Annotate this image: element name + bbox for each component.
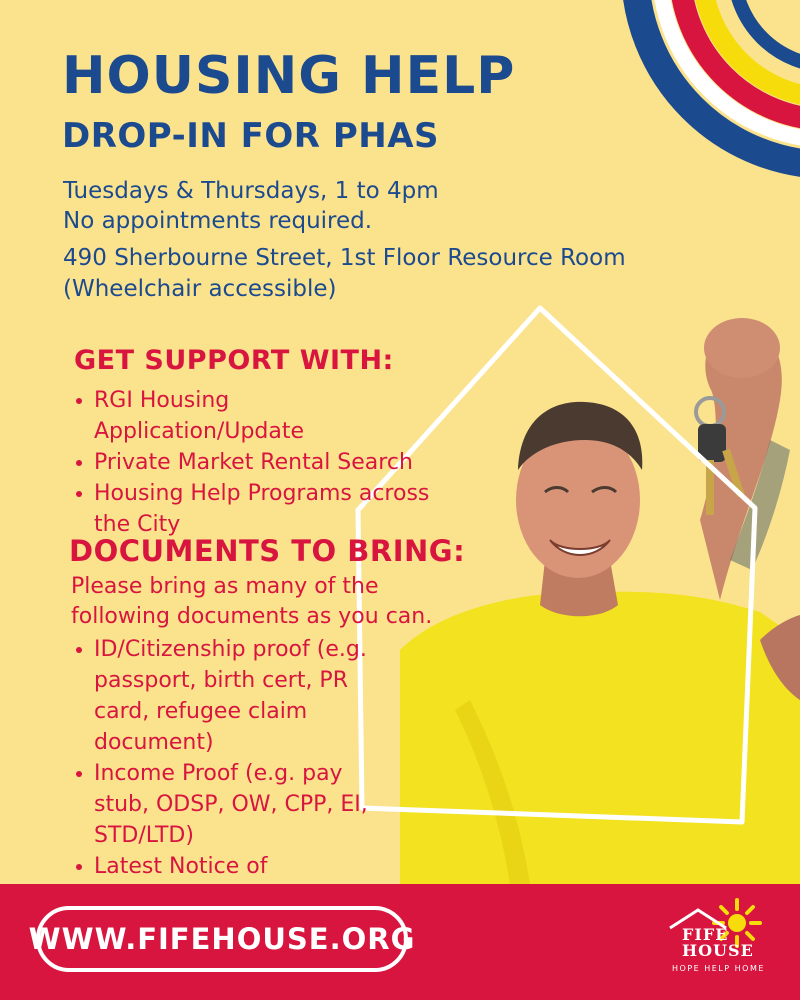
- logo-text-bottom: HOUSE: [682, 941, 754, 960]
- documents-intro-line-2: following documents as you can.: [71, 604, 433, 629]
- support-heading: GET SUPPORT WITH:: [74, 345, 394, 376]
- page-subtitle: DROP-IN FOR PHAS: [62, 116, 440, 156]
- website-link-button[interactable]: WWW.FIFEHOUSE.ORG: [36, 906, 408, 972]
- list-item: ID/Citizenship proof (e.g. passport, birth cert, PR card, refugee claim document): [72, 634, 402, 758]
- list-item: Latest Notice of: [72, 851, 402, 913]
- page-title: HOUSING HELP: [62, 46, 516, 106]
- house-outline-graphic: [340, 300, 800, 840]
- rainbow-arcs-graphic: [590, 0, 800, 200]
- logo-tagline: HOPE HELP HOME: [672, 964, 765, 973]
- list-item: Private Market Rental Search: [72, 447, 444, 478]
- accessibility-text: (Wheelchair accessible): [63, 276, 337, 302]
- list-item: Housing Help Programs across the City: [72, 478, 444, 540]
- logo-text-top: FIFE: [682, 925, 729, 944]
- list-item: RGI Housing Application/Update: [72, 385, 444, 447]
- appointments-text: No appointments required.: [63, 208, 373, 234]
- schedule-text: Tuesdays & Thursdays, 1 to 4pm: [63, 178, 439, 204]
- list-item: Income Proof (e.g. pay stub, ODSP, OW, CPP, EI, STD/LTD): [72, 758, 402, 851]
- fife-house-logo: [660, 898, 775, 990]
- support-list: [72, 385, 444, 540]
- documents-heading: DOCUMENTS TO BRING:: [69, 534, 466, 568]
- footer-bar: [0, 884, 800, 1000]
- ribbon-icon: [764, 960, 774, 974]
- documents-intro-line-1: Please bring as many of the: [71, 574, 379, 599]
- documents-list: [72, 634, 402, 913]
- documents-intro: [71, 572, 432, 632]
- address-text: 490 Sherbourne Street, 1st Floor Resource Room: [63, 245, 626, 271]
